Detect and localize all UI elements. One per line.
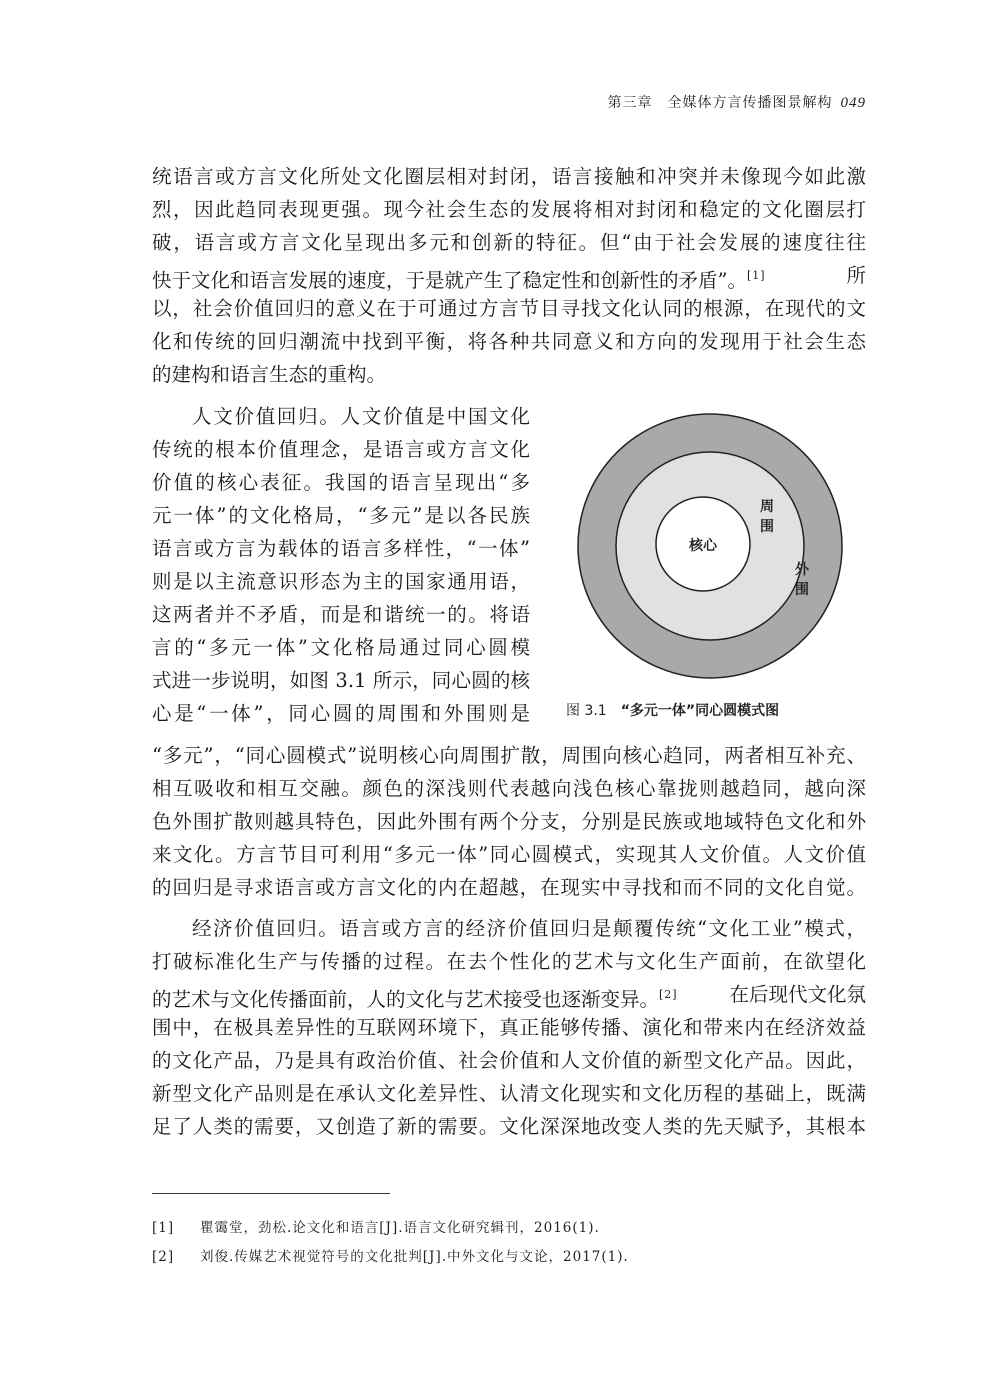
text-line: 语言或方言为载体的语言多样性，“一体” [152, 537, 530, 560]
core-label: 核心 [689, 538, 717, 554]
text-line: 价值的核心表征。我国的语言呈现出“多 [152, 471, 530, 494]
text-line: 打破标准化生产与传播的过程。在去个性化的艺术与文化生产面前，在欲望化 [152, 950, 866, 973]
text-line: 足了人类的需要，又创造了新的需要。文化深深地改变人类的先天赋予，其根本 [152, 1115, 866, 1138]
text-line: 则是以主流意识形态为主的国家通用语， [152, 570, 530, 593]
text-line: 围中，在极具差异性的互联网环境下，真正能够传播、演化和带来内在经济效益 [152, 1016, 866, 1039]
text-line: 新型文化产品则是在承认文化差异性、认清文化现实和文化历程的基础上，既满 [152, 1082, 866, 1105]
citation-marker: [1] [746, 269, 766, 282]
text-line: 言的“多元一体”文化格局通过同心圆模 [152, 636, 530, 659]
footnote [152, 1216, 600, 1236]
text-segment: 在后现代文化氛 [729, 983, 866, 1006]
text-line: 式进一步说明，如图 3.1 所示，同心圆的核 [152, 669, 530, 692]
figure-title: “多元一体”同心圆模式图 [620, 703, 780, 719]
text-line-with-citation [152, 978, 866, 1011]
footnote [152, 1245, 629, 1265]
text-line: 经济价值回归。语言或方言的经济价值回归是颠覆传统“文化工业”模式， [192, 917, 866, 940]
text-line: 破，语言或方言文化呈现出多元和创新的特征。但“由于社会发展的速度往往 [152, 231, 866, 254]
citation-marker: [2] [659, 988, 678, 1001]
text-line: 心是“一体”，同心圆的周围和外围则是 [152, 702, 530, 725]
figure-number: 图 3.1 [566, 703, 607, 719]
text-line: 色外围扩散则越具特色，因此外围有两个分支，分别是民族或地域特色文化和外 [152, 810, 866, 833]
chapter-title: 第三章 全媒体方言传播图景解构 [607, 95, 833, 111]
text-line-with-citation [152, 259, 866, 292]
footnote-text: 刘俊.传媒艺术视觉符号的文化批判[J].中外文化与文论，2017(1). [200, 1249, 629, 1265]
concentric-circle-diagram [575, 411, 845, 681]
text-line: 来文化。方言节目可利用“多元一体”同心圆模式，实现其人文价值。人文价值 [152, 843, 866, 866]
page-number: 049 [840, 95, 866, 111]
footnote-text: 瞿霭堂，劲松.论文化和语言[J].语言文化研究辑刊，2016(1). [200, 1220, 600, 1236]
text-line: 元一体”的文化格局，“多元”是以各民族 [152, 504, 530, 527]
text-segment: 所 [846, 264, 866, 287]
text-line: 传统的根本价值理念，是语言或方言文化 [152, 438, 530, 461]
text-segment: 的艺术与文化传播面前，人的文化与艺术接受也逐渐变异。 [152, 988, 660, 1011]
outer-label-char-1: 外 [795, 562, 809, 578]
footnote-divider [152, 1193, 390, 1194]
figure-caption [566, 700, 779, 720]
text-segment: 快于文化和语言发展的速度，于是就产生了稳定性和创新性的矛盾”。 [152, 269, 747, 292]
text-line: 化和传统的回归潮流中找到平衡，将各种共同意义和方向的发现用于社会生态 [152, 330, 866, 353]
text-line: 相互吸收和相互交融。颜色的深浅则代表越向浅色核心靠拢则越趋同，越向深 [152, 777, 866, 800]
text-line: 人文价值回归。人文价值是中国文化 [192, 405, 530, 428]
text-line: “多元”，“同心圆模式”说明核心向周围扩散，周围向核心趋同，两者相互补充、 [152, 744, 866, 767]
text-line: 统语言或方言文化所处文化圈层相对封闭，语言接触和冲突并未像现今如此激 [152, 165, 866, 188]
running-header [608, 92, 867, 112]
text-line: 烈，因此趋同表现更强。现今社会生态的发展将相对封闭和稳定的文化圈层打 [152, 198, 866, 221]
text-line: 以，社会价值回归的意义在于可通过方言节目寻找文化认同的根源，在现代的文 [152, 297, 866, 320]
footnote-number: [2] [152, 1249, 175, 1265]
text-line: 的建构和语言生态的重构。 [152, 363, 387, 386]
text-line: 的回归是寻求语言或方言文化的内在超越，在现实中寻找和而不同的文化自觉。 [152, 876, 866, 899]
outer-label-char-2: 围 [795, 582, 809, 598]
middle-label-char-2: 围 [760, 519, 774, 535]
middle-label-char-1: 周 [760, 499, 774, 515]
text-line: 的文化产品，乃是具有政治价值、社会价值和人文价值的新型文化产品。因此， [152, 1049, 866, 1072]
footnote-number: [1] [152, 1220, 175, 1236]
text-line: 这两者并不矛盾，而是和谐统一的。将语 [152, 603, 530, 626]
